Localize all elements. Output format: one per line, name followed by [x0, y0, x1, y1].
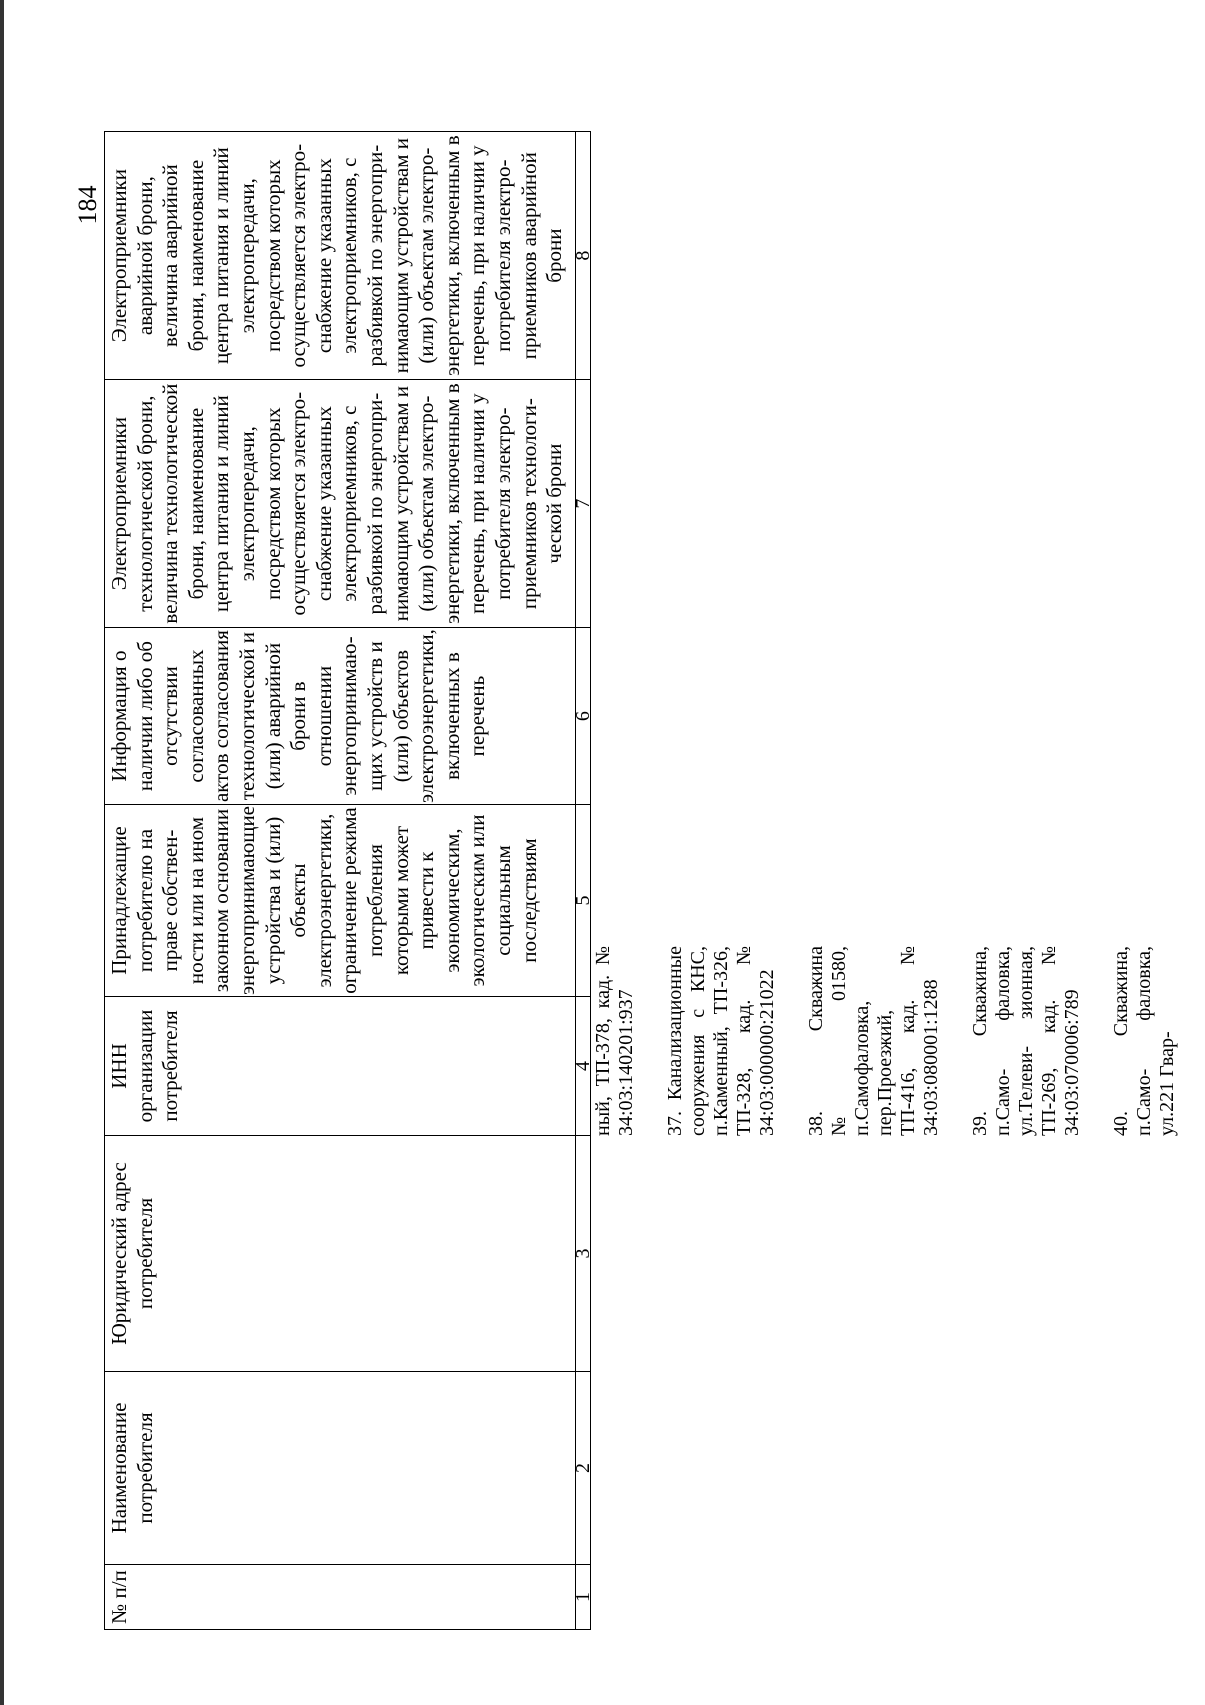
column-number-cell: 6	[576, 628, 591, 805]
page-number: 184	[73, 185, 102, 225]
header-cell-inn: ИНН организации потребителя	[105, 997, 576, 1136]
header-cell-consumer-name: Наименование потребителя	[105, 1372, 576, 1565]
rotated-page-content	[104, 50, 1178, 1630]
header-cell-emergency-reserve: Электроприемники аварийной брони, величина аварийной брони, наименование центра питания и линий электропередачи, посредством которых осуществляется электро- снабжение указанных электроприемников, с разбивкой по энергопри- нимающим устройствам и (или) объектам электро- энергетики, включенным в перечень, при наличии у потребителя электро- приемников аварийной брони	[105, 132, 576, 380]
column-number-cell: 3	[576, 1136, 591, 1372]
header-cell-devices: Принадлежащие потребителю на праве собствен- ности или на ином законном основании энергопринимающие устройства и (или) объекты электроэнергетики, ограничение режима потребления которыми может привести к экономическим, экологическим или социальным последствиям	[105, 805, 576, 997]
column-number-cell: 4	[576, 997, 591, 1136]
column-number-cell: 8	[576, 132, 591, 380]
header-cell-legal-address: Юридический адрес потребителя	[105, 1136, 576, 1372]
consumer-table	[104, 131, 594, 1630]
table-header-row	[105, 132, 576, 1630]
column-number-cell: 1	[576, 1565, 591, 1630]
header-cell-acts-info: Информация о наличии либо об отсутствии согласованных актов согласования технологической и (или) аварийной брони в отношении энергопринимаю- щих устройств и (или) объектов электроэнергетики, включенных в перечень	[105, 628, 576, 805]
column-number-cell: 5	[576, 805, 591, 997]
column-number-row	[576, 132, 591, 1630]
device-entries-list	[592, 946, 1205, 1136]
list-item: ный, ТП-378, кад. № 34:03:140201:937	[592, 946, 637, 1136]
list-item: 40. Скважина, п.Само- фаловка, ул.221 Гвар-	[1110, 946, 1178, 1136]
list-item: 39. Скважина, п.Само- фаловка, ул.Телеви- зионная, ТП-269, кад. № 34:03:070006:789	[969, 946, 1083, 1136]
header-cell-number: № п/п	[105, 1565, 576, 1630]
column-number-cell: 7	[576, 380, 591, 628]
list-item: 37. Канализационные сооружения с КНС, п.Каменный, ТП-326, ТП-328, кад. № 34:03:000000:21022	[664, 946, 778, 1136]
header-cell-technological-reserve: Электроприемники технологической брони, величина технологической брони, наименование центра питания и линий электропередачи, посредством которых осуществляется электро- снабжение указанных электроприемников, с разбивкой по энергопри- нимающим устройствам и (или) объектам электро- энергетики, включенным в перечень, при наличии у потребителя электро- приемников технологи- ческой брони	[105, 380, 576, 628]
scan-edge	[0, 0, 4, 1705]
list-item: 38. Скважина №01580, п.Самофаловка, пер.Проезжий, ТП-416, кад. № 34:03:080001:1288	[805, 946, 942, 1136]
column-number-cell: 2	[576, 1372, 591, 1565]
